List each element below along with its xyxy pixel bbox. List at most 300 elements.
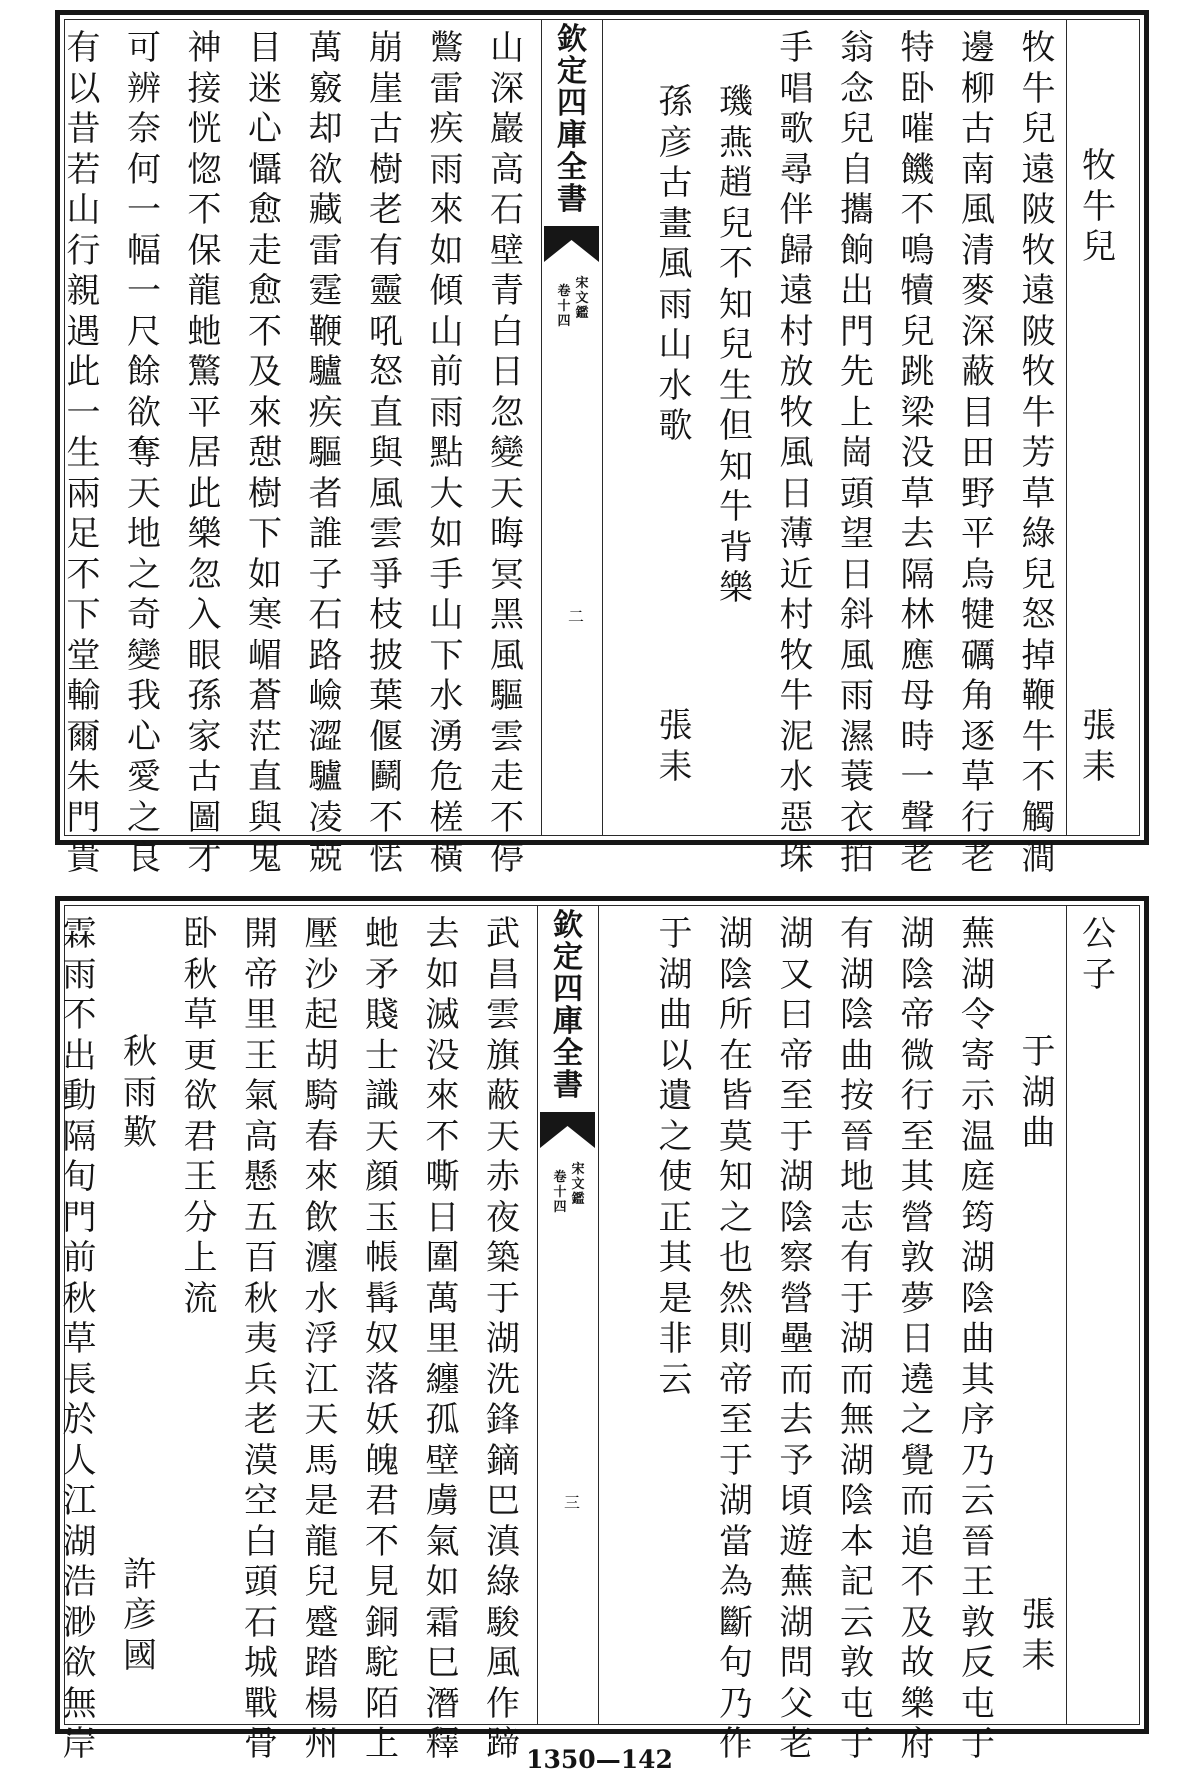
text-column [706, 906, 766, 1764]
character: 變 [490, 433, 524, 473]
character: 湖 [900, 914, 935, 954]
character: 里 [425, 1319, 460, 1359]
character: 王 [961, 1562, 995, 1602]
character: 霆 [308, 271, 343, 311]
character: 屯 [961, 1683, 995, 1724]
character: 于 [486, 1278, 520, 1319]
character: 序 [961, 1400, 995, 1440]
character: 靈 [369, 271, 403, 311]
character: 不 [900, 1562, 935, 1602]
text-column [54, 20, 114, 878]
character: 蹙 [304, 1602, 339, 1643]
character: 耒 [1021, 1635, 1056, 1676]
character: 珠 [779, 838, 814, 878]
character: 百 [244, 1238, 278, 1278]
character: 如 [429, 230, 464, 271]
character: 風 [658, 244, 693, 284]
column-text [835, 914, 879, 1765]
column-text [956, 28, 1000, 879]
character: 鑑 [575, 306, 589, 321]
character: 云 [658, 1359, 693, 1400]
character: 一 [900, 757, 935, 797]
character: 綠 [486, 1562, 520, 1602]
character: 放 [779, 352, 814, 392]
character: 蒼 [248, 676, 282, 716]
character: 行 [66, 230, 101, 271]
character: 帝 [900, 995, 935, 1035]
character: 又 [779, 954, 814, 995]
character: 子 [308, 554, 343, 595]
character: 于 [658, 914, 693, 954]
character: 赤 [486, 1157, 520, 1197]
column-text [1017, 1032, 1061, 1154]
character: 壘 [779, 1319, 814, 1359]
character: 卷 [557, 284, 571, 299]
character: 流 [183, 1278, 218, 1319]
character: 湖 [779, 1602, 814, 1643]
character: 兒 [1082, 227, 1116, 267]
character: 上 [840, 392, 874, 433]
character: 下 [66, 595, 101, 635]
character: 特 [900, 28, 935, 68]
character: 古 [369, 109, 403, 149]
character: 歌 [658, 406, 693, 446]
character: 不 [719, 244, 753, 284]
character: 没 [425, 1035, 460, 1076]
character: 林 [900, 595, 935, 635]
character: 有 [840, 914, 874, 954]
character: 直 [248, 757, 282, 797]
character: 而 [840, 1359, 874, 1400]
character: 湖 [840, 1440, 874, 1481]
character: 宋 [575, 276, 589, 291]
character: 賤 [365, 995, 399, 1035]
character: 問 [779, 1643, 814, 1683]
character: 知 [719, 446, 753, 487]
character: 湖 [658, 954, 693, 995]
character: 望 [840, 514, 874, 554]
character: 濕 [840, 716, 874, 757]
character: 欲 [183, 1076, 218, 1116]
character: 張 [1082, 706, 1116, 746]
character: 四 [553, 1200, 567, 1215]
column-text [481, 914, 525, 1765]
character: 來 [429, 190, 464, 230]
character: 麥 [961, 271, 995, 311]
character: 胡 [304, 1035, 339, 1076]
character: 按 [840, 1076, 874, 1116]
character: 陰 [840, 1481, 874, 1521]
character: 才 [187, 838, 222, 878]
character: 行 [961, 797, 995, 838]
character: 帝 [244, 954, 278, 995]
character: 示 [961, 1076, 995, 1116]
character: 頭 [244, 1562, 278, 1602]
character: 犢 [900, 271, 935, 311]
character: 愈 [248, 271, 282, 311]
character: 嵋 [248, 635, 282, 676]
character: 龍 [187, 271, 222, 311]
character: 陰 [900, 954, 935, 995]
character: 楊 [304, 1683, 339, 1724]
column-text [896, 914, 940, 1765]
character: 恍 [187, 109, 222, 149]
character: 綠 [1021, 514, 1056, 554]
character: 敦 [840, 1643, 874, 1683]
character: 湖 [779, 1157, 814, 1197]
character: 所 [719, 995, 753, 1035]
character: 陂 [1021, 190, 1056, 230]
character: 神 [187, 28, 222, 68]
character: 圍 [425, 1238, 460, 1278]
character: 兒 [1021, 554, 1056, 595]
character: 予 [779, 1440, 814, 1481]
character: 巳 [425, 1643, 460, 1683]
character: 氣 [425, 1521, 460, 1562]
character: 故 [900, 1643, 935, 1683]
character: 田 [961, 433, 995, 473]
character: 里 [244, 995, 278, 1035]
character: 滅 [425, 995, 460, 1035]
author-name [1077, 706, 1121, 787]
text-column [231, 906, 291, 1764]
character: 尺 [127, 311, 161, 352]
character: 邊 [961, 28, 995, 68]
character: 青 [490, 271, 524, 311]
character: 雷 [308, 230, 343, 271]
character: 空 [244, 1481, 278, 1521]
character: 來 [425, 1076, 460, 1116]
character: 驚 [187, 352, 222, 392]
text-column [352, 906, 412, 1764]
character: 曲 [840, 1035, 874, 1076]
character: 雨 [840, 676, 874, 716]
text-column [767, 20, 827, 878]
character: 尋 [779, 149, 814, 190]
character: 餘 [127, 352, 161, 392]
character: 不 [900, 190, 935, 230]
character: 全 [557, 150, 587, 185]
character: 輸 [66, 676, 101, 716]
character: 心 [248, 109, 282, 149]
character: 五 [244, 1197, 278, 1238]
column-text [62, 28, 106, 879]
character: 天 [304, 1400, 339, 1440]
text-column [235, 20, 295, 878]
character: 蔽 [486, 1076, 520, 1116]
character: 牧 [779, 635, 814, 676]
character: 背 [719, 527, 753, 568]
character: 見 [365, 1562, 399, 1602]
character: 惡 [779, 797, 814, 838]
character: 鷩 [429, 28, 464, 68]
character: 山 [429, 595, 464, 635]
character: 饑 [900, 149, 935, 190]
character: 去 [779, 1400, 814, 1440]
character: 書 [557, 182, 587, 217]
character: 翁 [840, 28, 874, 68]
character: 澗 [1021, 838, 1056, 878]
text-frame [64, 19, 1140, 878]
character: 高 [244, 1116, 278, 1157]
character: 于 [840, 1278, 874, 1319]
character: 築 [486, 1238, 520, 1278]
page-footer-number: 1350—142 [526, 1745, 673, 1774]
character: 反 [961, 1643, 995, 1683]
character: 不 [425, 1116, 460, 1157]
character: 之 [658, 1116, 693, 1157]
character: 彦 [123, 1595, 157, 1635]
character: 城 [244, 1643, 278, 1683]
character: 作 [486, 1683, 520, 1724]
text-column [413, 906, 473, 1764]
column-text [360, 914, 404, 1765]
character: 老 [779, 1724, 814, 1764]
character: 野 [961, 473, 995, 514]
character: 蕪 [779, 1562, 814, 1602]
character: 上 [183, 1238, 218, 1278]
character: 來 [304, 1157, 339, 1197]
character: 深 [490, 68, 524, 109]
character: 幅 [127, 230, 161, 271]
character: 走 [248, 230, 282, 271]
text-column [110, 906, 170, 1724]
character: 爾 [66, 716, 101, 757]
character: 敦 [961, 1602, 995, 1643]
character: 洗 [486, 1359, 520, 1400]
character: 芳 [1021, 433, 1056, 473]
character: 手 [779, 28, 814, 68]
character: 壁 [425, 1440, 460, 1481]
character: 牧 [1021, 28, 1056, 68]
character: 憇 [248, 433, 282, 473]
character: 骨 [244, 1724, 278, 1764]
column-text [654, 914, 698, 1400]
character: 高 [490, 149, 524, 190]
character: 槎 [429, 797, 464, 838]
character: 非 [658, 1319, 693, 1359]
text-column [356, 20, 416, 878]
spine-volume [556, 284, 572, 329]
character: 如 [248, 554, 282, 595]
character: 堂 [66, 635, 101, 676]
character: 鞭 [308, 311, 343, 352]
character: 如 [425, 1562, 460, 1602]
character: 湖 [961, 1238, 995, 1278]
column-text [775, 914, 819, 1765]
character: 湖 [719, 914, 753, 954]
character: 雷 [429, 68, 464, 109]
character: 釋 [425, 1724, 460, 1764]
text-column [646, 906, 706, 1724]
character: 嶮 [308, 676, 343, 716]
character: 直 [369, 392, 403, 433]
character: 礪 [961, 635, 995, 676]
character: 正 [658, 1197, 693, 1238]
character: 江 [62, 1481, 97, 1521]
character: 曲 [658, 995, 693, 1035]
character: 生 [66, 433, 101, 473]
character: 此 [66, 352, 101, 392]
character: 地 [127, 514, 161, 554]
character: 兒 [840, 109, 874, 149]
character: 于 [719, 1440, 753, 1481]
character: 唱 [779, 68, 814, 109]
character: 親 [66, 271, 101, 311]
character: 傾 [429, 271, 464, 311]
character: 驅 [490, 676, 524, 716]
character: 路 [308, 635, 343, 676]
character: 萬 [308, 28, 343, 68]
character: 是 [304, 1481, 339, 1521]
character: 岸 [62, 1724, 97, 1764]
character: 天 [127, 473, 161, 514]
character: 天 [490, 473, 524, 514]
character: 昌 [486, 954, 520, 995]
character: 渺 [62, 1602, 97, 1643]
character: 天 [486, 1116, 520, 1157]
character: 覺 [900, 1440, 935, 1481]
character: 知 [719, 1157, 753, 1197]
character: 忽 [490, 392, 524, 433]
text-column [1009, 20, 1069, 878]
character: 知 [719, 284, 753, 325]
character: 動 [62, 1076, 97, 1116]
character: 崩 [369, 28, 403, 68]
column-text [122, 28, 166, 879]
character: 不 [490, 797, 524, 838]
character: 斜 [840, 595, 874, 635]
text-column [1069, 906, 1129, 1724]
character: 帳 [365, 1238, 399, 1278]
character: 澀 [308, 716, 343, 757]
text-column [175, 20, 235, 878]
character: 山 [429, 311, 464, 352]
character: 寒 [248, 595, 282, 635]
character: 斷 [719, 1602, 753, 1643]
character: 歸 [779, 230, 814, 271]
character: 燕 [719, 122, 753, 163]
character: 在 [719, 1035, 753, 1076]
character: 卷 [553, 1170, 567, 1185]
character: 黑 [490, 595, 524, 635]
character: 湖 [840, 954, 874, 995]
character: 以 [66, 68, 101, 109]
character: 曲 [1021, 1113, 1056, 1153]
character: 萬 [425, 1278, 460, 1319]
character: 趙 [719, 163, 753, 203]
character: 子 [1082, 954, 1116, 995]
column-text [714, 82, 758, 609]
character: 陰 [840, 995, 874, 1035]
character: 犍 [961, 595, 995, 635]
character: 可 [127, 28, 161, 68]
spine-book-title [574, 276, 590, 321]
column-text [714, 914, 758, 1765]
spine-title [550, 24, 594, 216]
character: 枝 [369, 595, 403, 635]
character: 嗺 [900, 109, 935, 149]
character: 于 [961, 1724, 995, 1764]
character: 壓 [304, 914, 339, 954]
text-column [292, 906, 352, 1764]
text-column [114, 20, 174, 878]
character: 掉 [1021, 635, 1056, 676]
character: 陂 [1021, 311, 1056, 352]
character: 夜 [486, 1197, 520, 1238]
character: 雨 [429, 149, 464, 190]
character: 皆 [719, 1076, 753, 1116]
page-number: 三 [564, 1493, 581, 1512]
character: 没 [900, 433, 935, 473]
character: 入 [187, 595, 222, 635]
character: 也 [719, 1238, 753, 1278]
character: 手 [429, 554, 464, 595]
character: 草 [1021, 473, 1056, 514]
character: 水 [779, 757, 814, 797]
character: 昔 [66, 109, 101, 149]
character: 念 [840, 68, 874, 109]
character: 雨 [658, 284, 693, 325]
character: 深 [961, 311, 995, 352]
character: 走 [490, 757, 524, 797]
character: 父 [779, 1683, 814, 1724]
character: 山 [66, 190, 101, 230]
text-column [1009, 906, 1069, 1724]
character: 陰 [961, 1278, 995, 1319]
character: 書 [553, 1068, 583, 1103]
character: 之 [719, 1197, 753, 1238]
character: 長 [62, 1359, 97, 1400]
character: 兒 [719, 325, 753, 365]
character: 璣 [719, 82, 753, 122]
character: 晦 [490, 514, 524, 554]
character: 樂 [900, 1683, 935, 1724]
character: 遇 [66, 311, 101, 352]
character: 樂 [187, 514, 222, 554]
character: 奇 [127, 595, 161, 635]
text-column [50, 906, 110, 1764]
character: 營 [779, 1278, 814, 1319]
character: 之 [900, 1400, 935, 1440]
character: 四 [557, 86, 587, 121]
character: 隔 [900, 554, 935, 595]
character: 遠 [1021, 271, 1056, 311]
character: 欲 [62, 1643, 97, 1683]
column-text [300, 914, 344, 1765]
character: 孫 [658, 82, 693, 122]
text-column [827, 20, 887, 878]
character: 蓑 [840, 757, 874, 797]
character: 山 [490, 28, 524, 68]
character: 兢 [308, 838, 343, 878]
character: 風 [490, 635, 524, 676]
character: 晉 [840, 1116, 874, 1157]
character: 風 [486, 1643, 520, 1683]
character: 遶 [900, 1359, 935, 1400]
character: 爭 [369, 554, 403, 595]
character: 鋒 [486, 1400, 520, 1440]
character: 其 [961, 1359, 995, 1400]
character: 察 [779, 1238, 814, 1278]
character: 下 [248, 514, 282, 554]
character: 之 [127, 554, 161, 595]
column-text [896, 28, 940, 879]
character: 志 [840, 1197, 874, 1238]
character: 有 [840, 1238, 874, 1278]
character: 漠 [244, 1440, 278, 1481]
character: 自 [840, 149, 874, 190]
